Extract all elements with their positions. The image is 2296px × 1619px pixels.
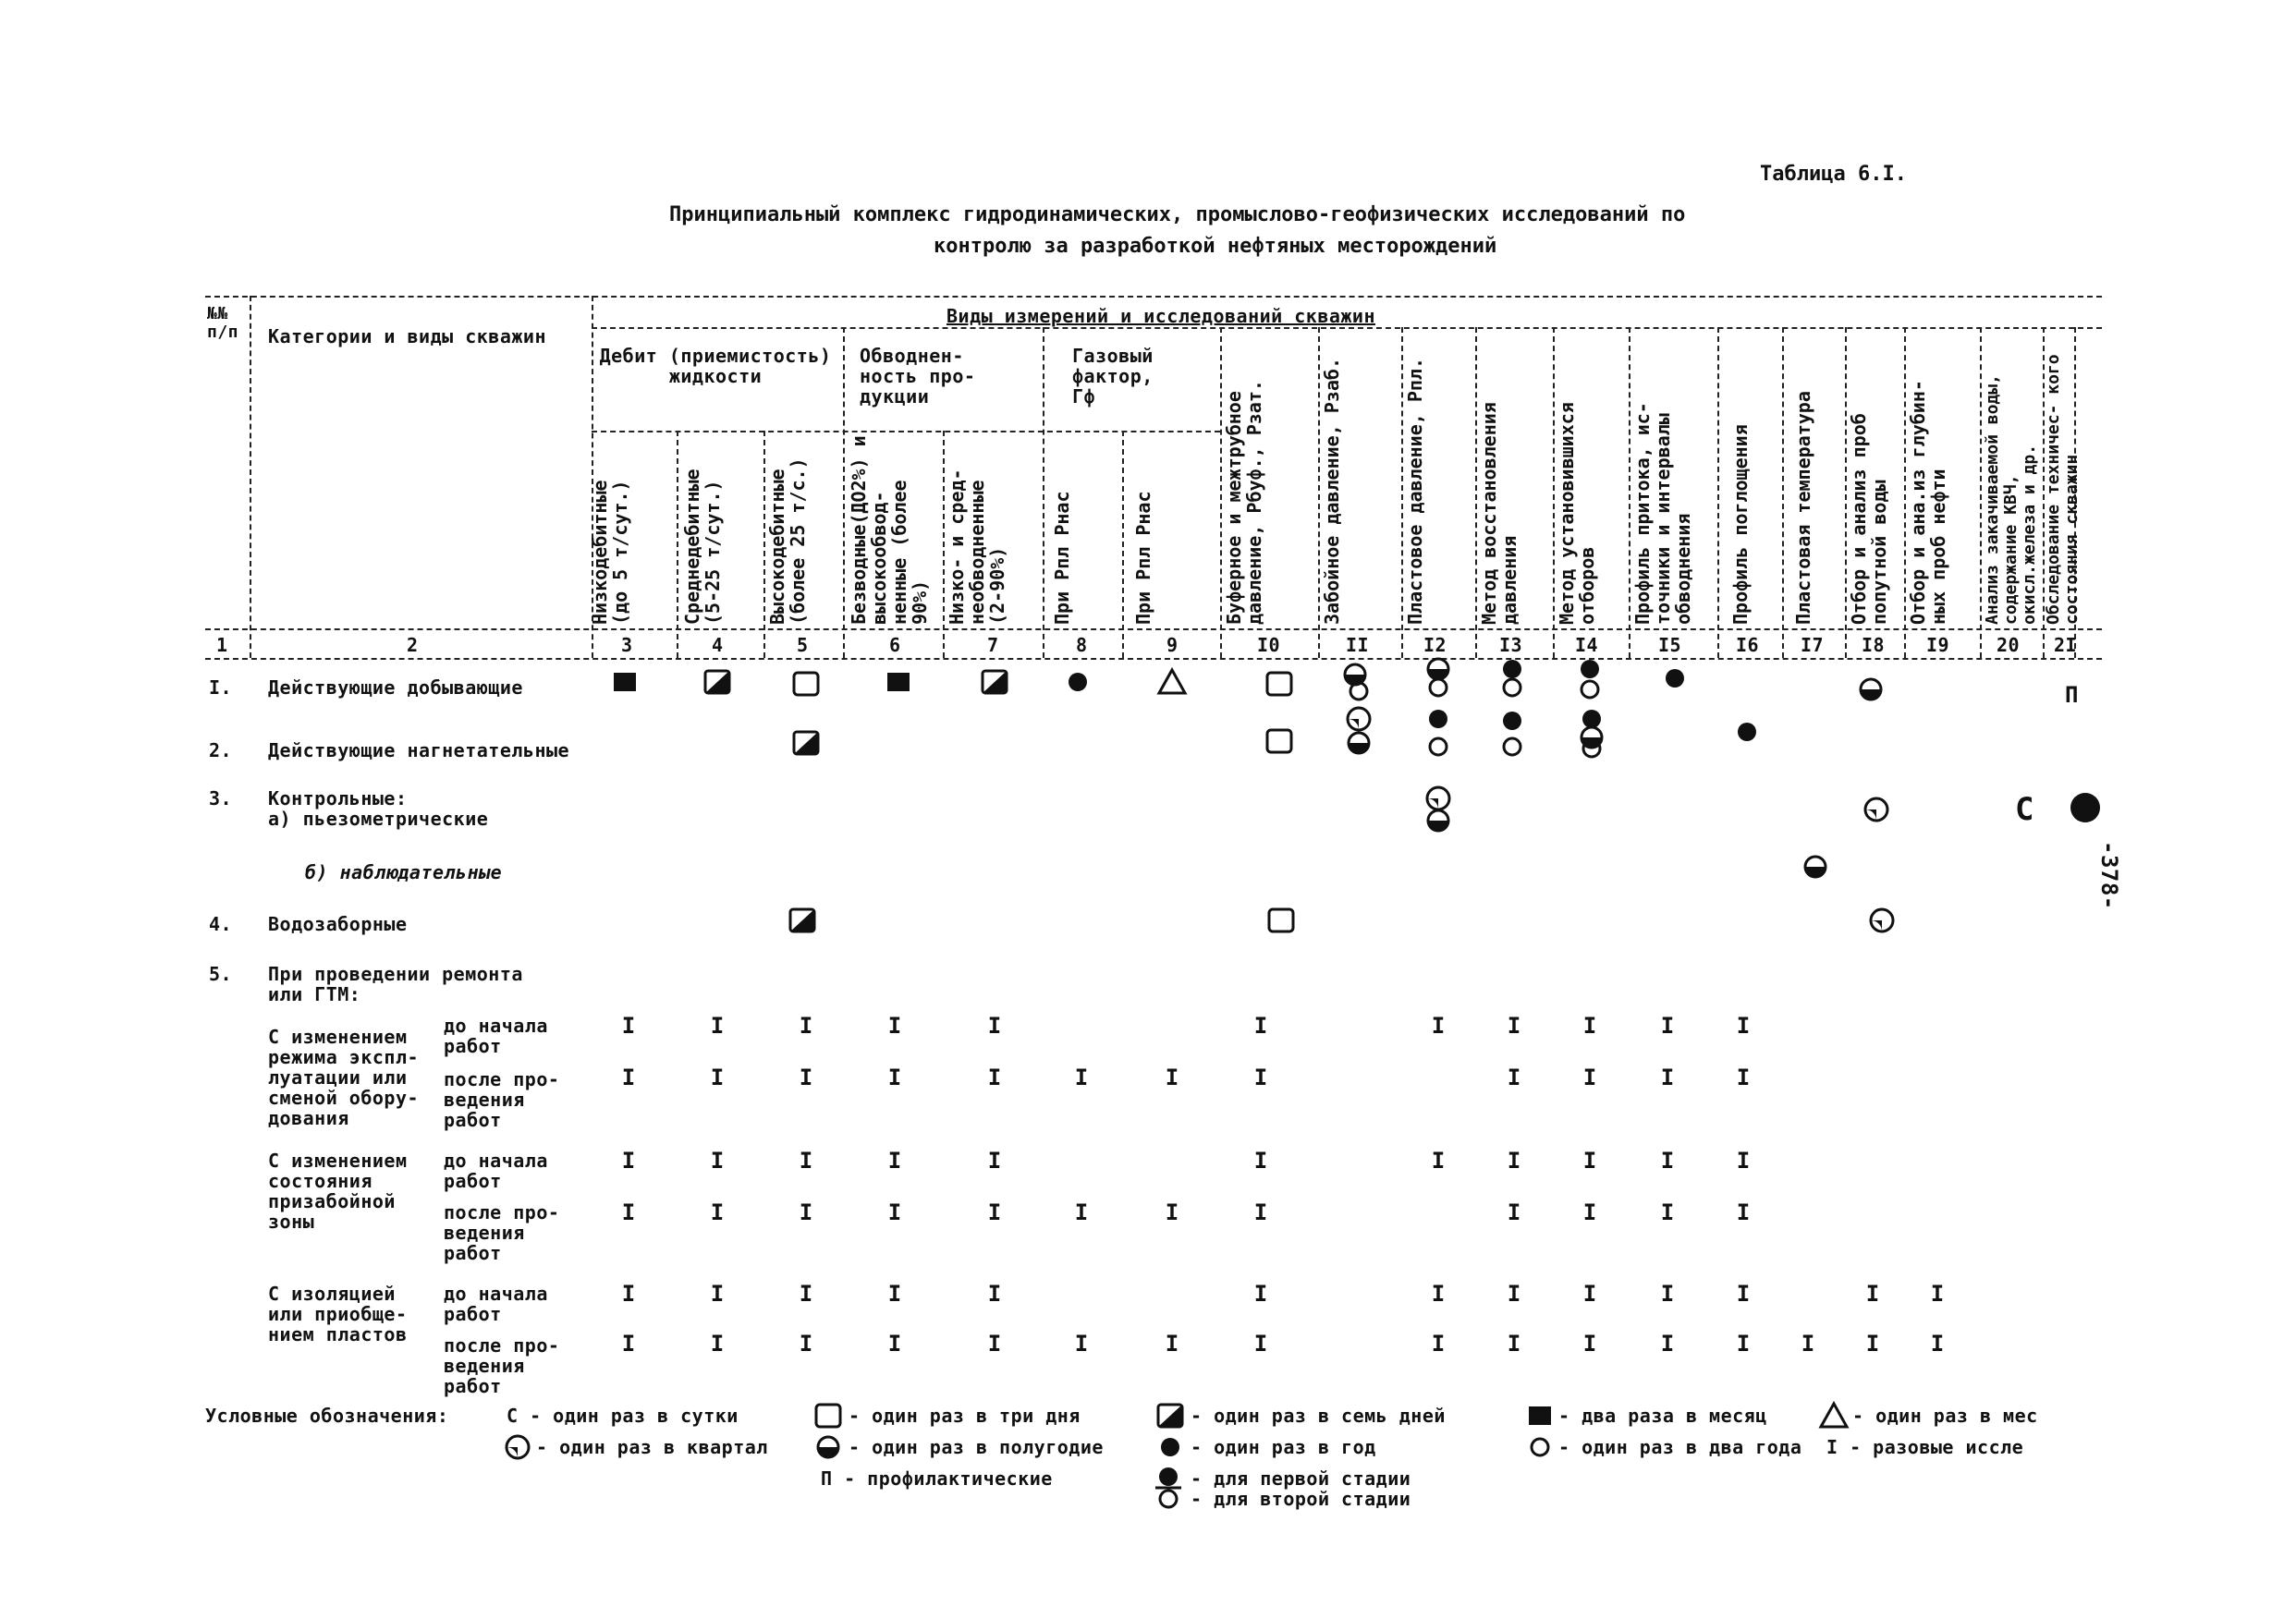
- col-number-8: 8: [1076, 634, 1088, 656]
- g2-before-a: до начала: [444, 1150, 548, 1172]
- one-time-mark: I: [887, 1199, 902, 1225]
- one-time-mark: I: [621, 1281, 636, 1307]
- legend-three-days: - один раз в три дня: [849, 1405, 1081, 1427]
- one-time-mark: I: [799, 1199, 813, 1225]
- one-time-mark: I: [887, 1065, 902, 1090]
- one-time-mark: I: [1253, 1013, 1268, 1039]
- col-number-5: 5: [797, 634, 809, 656]
- page-number: -378-: [2096, 841, 2122, 910]
- one-time-mark: I: [710, 1013, 725, 1039]
- one-time-mark: I: [1660, 1281, 1675, 1307]
- one-time-mark: I: [1582, 1199, 1597, 1225]
- one-time-mark: I: [710, 1148, 725, 1174]
- header-col14: Метод установившихся отборов: [1556, 402, 1598, 625]
- one-time-mark: I: [621, 1148, 636, 1174]
- g3-before-a: до начала: [444, 1283, 548, 1305]
- row-4-label: Водозаборные: [268, 913, 408, 935]
- col-number-7: 7: [987, 634, 999, 656]
- one-time-mark: I: [1253, 1199, 1268, 1225]
- one-time-mark: I: [621, 1013, 636, 1039]
- one-time-mark: I: [1507, 1148, 1521, 1174]
- header-col12: Пластовое давление, Рпл.: [1404, 358, 1426, 625]
- header-col13: Метод восстановления давления: [1478, 402, 1520, 625]
- col-number-4: 4: [712, 634, 724, 656]
- one-time-mark: I: [1431, 1331, 1446, 1357]
- one-time-mark: I: [1736, 1013, 1751, 1039]
- g1-after-c: работ: [444, 1109, 502, 1131]
- one-time-mark: I: [1165, 1065, 1179, 1090]
- col-number-16: I6: [1736, 634, 1760, 656]
- one-time-mark: I: [621, 1331, 636, 1357]
- header-water-cut: Обводнен- ность про- дукции: [860, 345, 976, 408]
- one-time-mark: I: [887, 1148, 902, 1174]
- col-number-20: 20: [1997, 634, 2021, 656]
- row-3-label-a: Контрольные:: [268, 787, 408, 810]
- legend-twice-month: - два раза в месяц: [1558, 1405, 1767, 1427]
- one-time-mark: I: [1736, 1199, 1751, 1225]
- col-number-18: I8: [1862, 634, 1886, 656]
- legend-second-stage: - для второй стадии: [1191, 1488, 1411, 1510]
- one-time-mark: I: [1660, 1065, 1675, 1090]
- header-col16: Профиль поглощения: [1729, 424, 1752, 625]
- one-time-mark: I: [887, 1331, 902, 1357]
- one-time-mark: I: [799, 1065, 813, 1090]
- legend-one-time: I - разовые иссле: [1826, 1436, 2024, 1458]
- one-time-mark: I: [987, 1148, 1002, 1174]
- one-time-mark: I: [1507, 1281, 1521, 1307]
- header-group-title: Виды измерений и исследований скважин: [946, 305, 1376, 327]
- one-time-mark: I: [710, 1065, 725, 1090]
- row-5-num: 5.: [209, 963, 233, 985]
- legend-half-year: - один раз в полугодие: [849, 1436, 1104, 1458]
- group-2-line-b: состояния: [268, 1170, 372, 1192]
- one-time-mark: I: [621, 1199, 636, 1225]
- col-number-6: 6: [889, 634, 901, 656]
- one-time-mark: I: [799, 1148, 813, 1174]
- one-time-mark: I: [987, 1013, 1002, 1039]
- col-number-14: I4: [1575, 634, 1599, 656]
- one-time-mark: I: [1736, 1331, 1751, 1357]
- g3-after-a: после про-: [444, 1334, 560, 1357]
- row-3-num: 3.: [209, 787, 233, 810]
- one-time-mark: I: [1660, 1013, 1675, 1039]
- row-2-label: Действующие нагнетательные: [268, 739, 570, 761]
- one-time-mark: I: [1074, 1065, 1089, 1090]
- one-time-mark: I: [1582, 1281, 1597, 1307]
- one-time-mark: I: [1165, 1331, 1179, 1357]
- one-time-mark: I: [1582, 1148, 1597, 1174]
- col-number-10: I0: [1257, 634, 1281, 656]
- row-5-label-a: При проведении ремонта: [268, 963, 523, 985]
- one-time-mark: I: [1253, 1065, 1268, 1090]
- one-time-mark: I: [1507, 1331, 1521, 1357]
- legend-two-years: - один раз в два года: [1558, 1436, 1802, 1458]
- row-1-num: I.: [209, 676, 233, 699]
- col-number-13: I3: [1499, 634, 1523, 656]
- header-col19: Отбор и ана.из глубин- ных проб нефти: [1907, 380, 1949, 625]
- one-time-mark: I: [1736, 1281, 1751, 1307]
- col-number-3: 3: [621, 634, 633, 656]
- one-time-mark: I: [1074, 1331, 1089, 1357]
- table-label: Таблица 6.I.: [1760, 163, 1907, 186]
- one-time-mark: I: [987, 1281, 1002, 1307]
- g1-after-b: ведения: [444, 1089, 525, 1111]
- one-time-mark: I: [1736, 1148, 1751, 1174]
- header-col18: Отбор и анализ проб попутной воды: [1848, 413, 1890, 625]
- header-col7: Низко- и сред- необводненные (2-90%): [946, 469, 1008, 625]
- col-number-15: I5: [1658, 634, 1682, 656]
- one-time-mark: I: [621, 1065, 636, 1090]
- col-number-9: 9: [1166, 634, 1179, 656]
- one-time-mark: I: [987, 1199, 1002, 1225]
- header-num: №№ п/п: [207, 304, 239, 342]
- row-2-num: 2.: [209, 739, 233, 761]
- one-time-mark: I: [1582, 1065, 1597, 1090]
- one-time-mark: I: [1582, 1013, 1597, 1039]
- document-title-line1: Принципиальный комплекс гидродинамических, промыслово-геофизических исследований по: [669, 203, 1686, 226]
- g3-after-b: ведения: [444, 1355, 525, 1377]
- legend-first-stage: - для первой стадии: [1191, 1467, 1411, 1490]
- row-3b-label: б) наблюдательные: [305, 861, 503, 883]
- header-col10: Буферное и межтрубное давление, Рбуф., Рзат.: [1223, 380, 1265, 625]
- legend-prophylactic: П - профилактические: [821, 1467, 1053, 1490]
- one-time-mark: I: [1507, 1199, 1521, 1225]
- row-5-label-b: или ГТМ:: [268, 983, 361, 1005]
- g2-after-a: после про-: [444, 1201, 560, 1223]
- one-time-mark: I: [710, 1331, 725, 1357]
- header-col5: Высокодебитные (более 25 т/с.): [766, 457, 809, 625]
- g2-after-c: работ: [444, 1242, 502, 1264]
- group-3-line-a: С изоляцией: [268, 1283, 396, 1305]
- one-time-mark: I: [1507, 1065, 1521, 1090]
- header-col8: При Рпл Рнас: [1051, 491, 1073, 625]
- legend-monthly: - один раз в мес: [1852, 1405, 2038, 1427]
- one-time-mark: I: [1736, 1065, 1751, 1090]
- g1-after-a: после про-: [444, 1068, 560, 1090]
- group-3-line-b: или приобще-: [268, 1303, 408, 1325]
- col-number-21: 2I: [2054, 634, 2078, 656]
- one-time-mark: I: [1660, 1199, 1675, 1225]
- legend-quarter: - один раз в квартал: [536, 1436, 768, 1458]
- one-time-mark: I: [1074, 1199, 1089, 1225]
- one-time-mark: I: [1165, 1199, 1179, 1225]
- one-time-mark: I: [1865, 1281, 1880, 1307]
- group-1-line-b: режима экспл-: [268, 1046, 420, 1068]
- one-time-mark: I: [1930, 1281, 1945, 1307]
- col-number-11: II: [1346, 634, 1370, 656]
- header-col15: Профиль притока, ис- точники и интервалы обводнения: [1631, 402, 1694, 625]
- g2-after-b: ведения: [444, 1222, 525, 1244]
- one-time-mark: I: [799, 1281, 813, 1307]
- one-time-mark: I: [710, 1199, 725, 1225]
- header-col11: Забойное давление, Рзаб.: [1321, 358, 1343, 625]
- one-time-mark: I: [887, 1281, 902, 1307]
- legend-daily: С - один раз в сутки: [507, 1405, 739, 1427]
- one-time-mark: I: [710, 1281, 725, 1307]
- one-time-mark: I: [1930, 1331, 1945, 1357]
- one-time-mark: I: [1660, 1331, 1675, 1357]
- group-1-line-a: С изменением: [268, 1026, 408, 1048]
- col-number-1: 1: [216, 634, 228, 656]
- col-number-2: 2: [407, 634, 419, 656]
- header-col9: При Рпл Рнас: [1132, 491, 1154, 625]
- one-time-mark: I: [1865, 1331, 1880, 1357]
- one-time-mark: I: [1660, 1148, 1675, 1174]
- header-col21: Обследование техничес- кого состояния скважин: [2044, 354, 2082, 625]
- one-time-mark: I: [1431, 1148, 1446, 1174]
- g3-before-b: работ: [444, 1303, 502, 1325]
- legend-year: - один раз в год: [1191, 1436, 1376, 1458]
- header-categories: Категории и виды скважин: [268, 325, 546, 347]
- one-time-mark: I: [1253, 1331, 1268, 1357]
- one-time-mark: I: [799, 1013, 813, 1039]
- one-time-mark: I: [887, 1013, 902, 1039]
- header-debit: Дебит (приемистость) жидкости: [599, 345, 832, 387]
- g1-before-b: работ: [444, 1035, 502, 1057]
- header-col4: Среднедебитные (5-25 т/сут.): [681, 469, 724, 625]
- header-col17: Пластовая температура: [1792, 391, 1814, 625]
- group-3-line-c: нием пластов: [268, 1323, 408, 1345]
- col-number-19: I9: [1926, 634, 1950, 656]
- one-time-mark: I: [1431, 1281, 1446, 1307]
- one-time-mark: I: [799, 1331, 813, 1357]
- header-col20: Анализ закачиваемой воды, содержание КВЧ, окисл.железа и др.: [1983, 374, 2039, 625]
- g1-before-a: до начала: [444, 1015, 548, 1037]
- one-time-mark: I: [987, 1331, 1002, 1357]
- one-time-mark: I: [987, 1065, 1002, 1090]
- group-2-line-c: призабойной: [268, 1190, 396, 1212]
- group-2-line-d: зоны: [268, 1211, 315, 1233]
- group-1-line-e: дования: [268, 1107, 349, 1129]
- header-col6: Безводные(ДО2%) и высокообвод- ненные (более 90%): [848, 435, 931, 625]
- daily-mark: С: [2015, 791, 2034, 828]
- document-title-line2: контролю за разработкой нефтяных месторождений: [934, 235, 1497, 258]
- one-time-mark: I: [1253, 1281, 1268, 1307]
- g2-before-b: работ: [444, 1170, 502, 1192]
- header-col3: Низкодебитные (до 5 т/сут.): [589, 480, 631, 625]
- header-gas-factor: Газовый фактор, Гф: [1072, 345, 1154, 408]
- col-number-17: I7: [1801, 634, 1825, 656]
- one-time-mark: I: [1507, 1013, 1521, 1039]
- legend-title: Условные обозначения:: [205, 1405, 449, 1427]
- legend-seven-days: - один раз в семь дней: [1191, 1405, 1446, 1427]
- g3-after-c: работ: [444, 1375, 502, 1397]
- one-time-mark: I: [1431, 1013, 1446, 1039]
- one-time-mark: I: [1801, 1331, 1815, 1357]
- group-1-line-d: сменой обору-: [268, 1087, 420, 1109]
- one-time-mark: I: [1253, 1148, 1268, 1174]
- row-4-num: 4.: [209, 913, 233, 935]
- row-1-label: Действующие добывающие: [268, 676, 523, 699]
- prophylactic-mark: П: [2065, 682, 2079, 708]
- group-1-line-c: луатации или: [268, 1066, 408, 1089]
- one-time-mark: I: [1582, 1331, 1597, 1357]
- group-2-line-a: С изменением: [268, 1150, 408, 1172]
- col-number-12: I2: [1423, 634, 1447, 656]
- row-3-label-b: а) пьезометрические: [268, 808, 489, 830]
